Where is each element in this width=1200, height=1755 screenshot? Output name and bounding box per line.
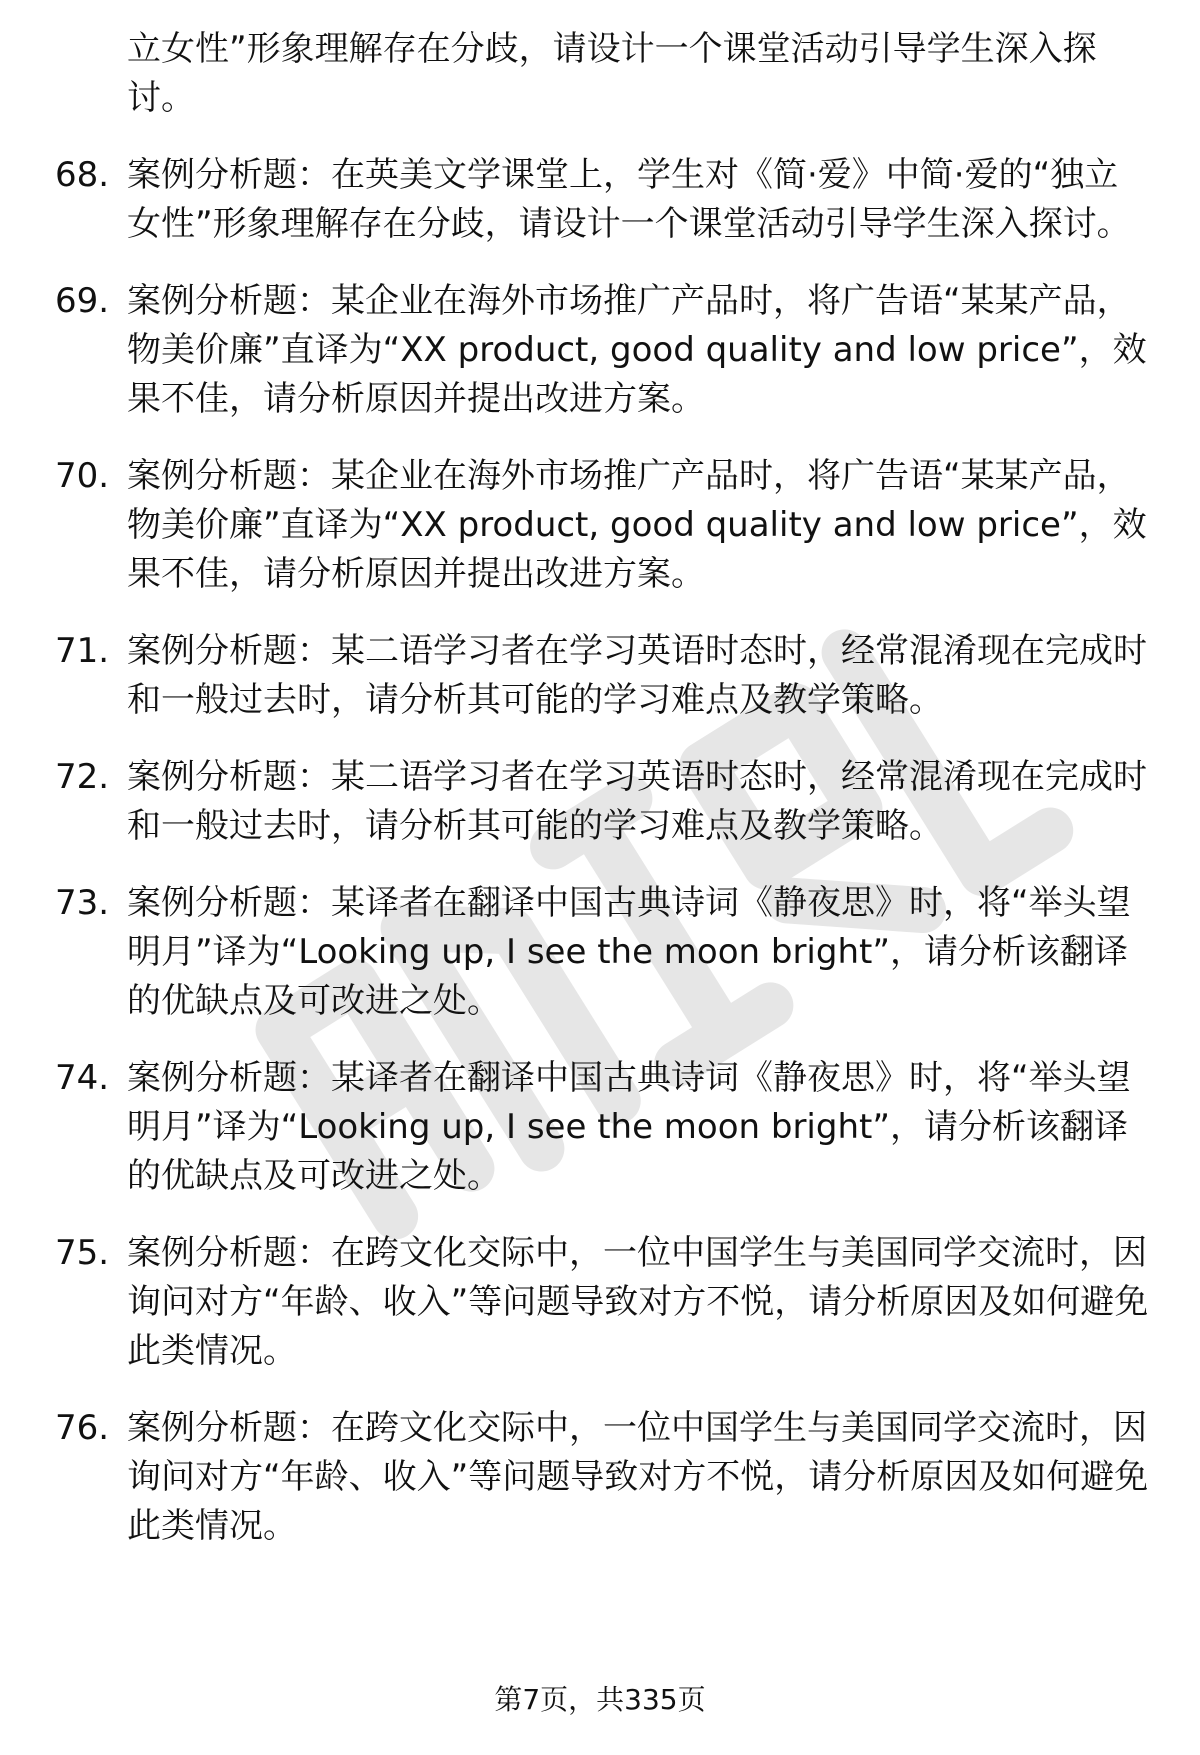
question-number: 69. (55, 281, 110, 321)
question-item (55, 1229, 1150, 1376)
question-item (55, 627, 1150, 725)
question-number: 76. (55, 1408, 110, 1448)
question-text: 案例分析题：在英美文学课堂上，学生对《简·爱》中简·爱的“独立女性”形象理解存在分歧，请设计一个课堂活动引导学生深入探讨。 (127, 155, 1131, 244)
question-number: 73. (55, 883, 110, 923)
question-number: 71. (55, 631, 110, 671)
question-number: 72. (55, 757, 110, 797)
question-text: 案例分析题：某译者在翻译中国古典诗词《静夜思》时，将“举头望明月”译为“Looking up, I see the moon bright”，请分析该翻译的优缺点及可改进之处。 (127, 883, 1131, 1021)
question-text: 案例分析题：在跨文化交际中，一位中国学生与美国同学交流时，因询问对方“年龄、收入”等问题导致对方不悦，请分析原因及如何避免此类情况。 (127, 1408, 1149, 1546)
question-number: 75. (55, 1233, 110, 1273)
question-item (55, 753, 1150, 851)
page-footer: 第7页，共335页 (494, 1683, 706, 1716)
question-number: 74. (55, 1058, 110, 1098)
question-item (55, 879, 1150, 1026)
question-item (55, 452, 1150, 599)
question-item (55, 151, 1150, 249)
question-item (55, 1404, 1150, 1551)
question-item (55, 1054, 1150, 1201)
question-item (55, 277, 1150, 424)
continued-question-fragment: 立女性”形象理解存在分歧，请设计一个课堂活动引导学生深入探讨。 (127, 29, 1097, 118)
document-body (55, 25, 1150, 1579)
question-text: 案例分析题：某企业在海外市场推广产品时，将广告语“某某产品，物美价廉”直译为“XX product, good quality and low price”，效果不佳，请分析原因并提出改进方案。 (127, 456, 1147, 594)
question-number: 68. (55, 155, 110, 195)
question-text: 案例分析题：某二语学习者在学习英语时态时，经常混淆现在完成时和一般过去时，请分析其可能的学习难点及教学策略。 (127, 631, 1147, 720)
question-text: 案例分析题：某二语学习者在学习英语时态时，经常混淆现在完成时和一般过去时，请分析其可能的学习难点及教学策略。 (127, 757, 1147, 846)
question-number: 70. (55, 456, 110, 496)
question-text: 案例分析题：某译者在翻译中国古典诗词《静夜思》时，将“举头望明月”译为“Looking up, I see the moon bright”，请分析该翻译的优缺点及可改进之处。 (127, 1058, 1131, 1196)
question-text: 案例分析题：在跨文化交际中，一位中国学生与美国同学交流时，因询问对方“年龄、收入”等问题导致对方不悦，请分析原因及如何避免此类情况。 (127, 1233, 1149, 1371)
question-text: 案例分析题：某企业在海外市场推广产品时，将广告语“某某产品，物美价廉”直译为“XX product, good quality and low price”，效果不佳，请分析原因并提出改进方案。 (127, 281, 1147, 419)
